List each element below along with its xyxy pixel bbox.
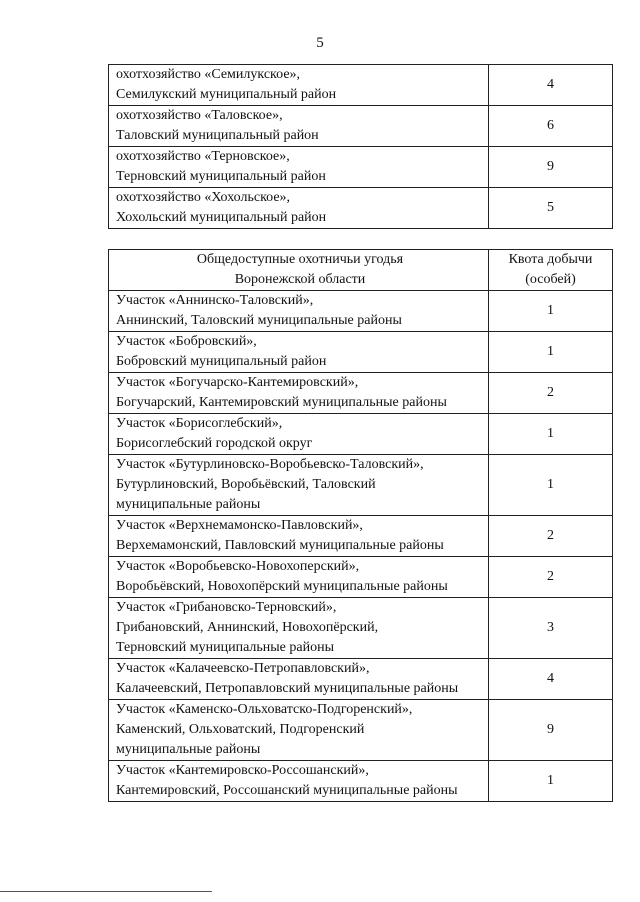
area-name-line: муниципальные районы	[116, 742, 261, 757]
area-name-line: Бутурлиновский, Воробьёвский, Таловский	[116, 477, 376, 492]
area-name-cell	[109, 761, 489, 802]
area-name-line: Участок «Воробьевско-Новохоперский»,	[116, 559, 360, 574]
area-name-cell	[109, 106, 489, 147]
area-name-line: Таловский муниципальный район	[116, 128, 319, 143]
quota-cell: 4	[489, 65, 613, 106]
area-name-line: Воробьёвский, Новохопёрский муниципальные районы	[116, 579, 448, 594]
header-line: (особей)	[525, 272, 576, 287]
area-name-cell	[109, 188, 489, 229]
table-row	[109, 65, 613, 106]
area-name-line: Участок «Кантемировско-Россошанский»,	[116, 763, 369, 778]
area-name-line: охотхозяйство «Таловское»,	[116, 108, 283, 123]
area-name-line: Верхемамонский, Павловский муниципальные районы	[116, 538, 444, 553]
area-name-line: Участок «Борисоглебский»,	[116, 416, 283, 431]
area-name-line: Участок «Верхнемамонско-Павловский»,	[116, 518, 363, 533]
area-name-line: Семилукский муниципальный район	[116, 87, 337, 102]
table-row	[109, 598, 613, 659]
area-name-line: Аннинский, Таловский муниципальные районы	[116, 313, 402, 328]
area-name-line: охотхозяйство «Хохольское»,	[116, 190, 291, 205]
area-name-line: Терновский муниципальный район	[116, 169, 326, 184]
header-line: Общедоступные охотничьи угодья	[196, 252, 404, 267]
table-row	[109, 147, 613, 188]
area-name-line: Борисоглебский городской округ	[116, 436, 313, 451]
area-name-cell	[109, 147, 489, 188]
page-number: 5	[316, 35, 324, 51]
area-name-line: Грибановский, Аннинский, Новохопёрский,	[116, 620, 379, 635]
quota-cell: 1	[489, 414, 613, 455]
quota-cell: 9	[489, 147, 613, 188]
area-name-cell	[109, 291, 489, 332]
area-name-line: Хохольский муниципальный район	[116, 210, 327, 225]
area-name-cell	[109, 598, 489, 659]
area-name-cell	[109, 65, 489, 106]
area-name-cell	[109, 455, 489, 516]
area-name-line: Каменский, Ольховатский, Подгоренский	[116, 722, 365, 737]
area-name-cell	[109, 373, 489, 414]
quota-cell: 1	[489, 332, 613, 373]
header-line: Квота добычи	[508, 252, 593, 267]
area-name-line: охотхозяйство «Терновское»,	[116, 149, 290, 164]
table-row	[109, 332, 613, 373]
quota-cell: 1	[489, 761, 613, 802]
header-quota	[489, 250, 613, 291]
area-name-line: Участок «Бутурлиновско-Воробьевско-Таловский»,	[116, 457, 424, 472]
quota-cell: 2	[489, 516, 613, 557]
area-name-cell	[109, 700, 489, 761]
table-row	[109, 455, 613, 516]
quota-cell: 6	[489, 106, 613, 147]
table-row	[109, 761, 613, 802]
table-row	[109, 557, 613, 598]
area-name-line: Участок «Аннинско-Таловский»,	[116, 293, 314, 308]
area-name-line: муниципальные районы	[116, 497, 261, 512]
header-line: Воронежской области	[234, 272, 366, 287]
quota-cell: 2	[489, 557, 613, 598]
area-name-line: Участок «Грибановско-Терновский»,	[116, 600, 337, 615]
area-name-line: Кантемировский, Россошанский муниципальные районы	[116, 783, 458, 798]
table-row	[109, 106, 613, 147]
area-name-line: Калачеевский, Петропавловский муниципальные районы	[116, 681, 459, 696]
quota-cell: 4	[489, 659, 613, 700]
quota-cell: 1	[489, 291, 613, 332]
quota-cell: 5	[489, 188, 613, 229]
footer-rule	[0, 891, 212, 892]
table-row	[109, 188, 613, 229]
quota-cell: 1	[489, 455, 613, 516]
table-row	[109, 516, 613, 557]
area-name-line: охотхозяйство «Семилукское»,	[116, 67, 301, 82]
area-name-cell	[109, 516, 489, 557]
table-row	[109, 659, 613, 700]
quota-cell: 2	[489, 373, 613, 414]
area-name-line: Бобровский муниципальный район	[116, 354, 327, 369]
table-row	[109, 414, 613, 455]
header-hunting-grounds	[109, 250, 489, 291]
area-name-line: Участок «Бобровский»,	[116, 334, 257, 349]
table-row	[109, 700, 613, 761]
area-name-cell	[109, 332, 489, 373]
table-row	[109, 291, 613, 332]
public-hunting-grounds-quota-table	[108, 249, 613, 802]
table-header-row	[109, 250, 613, 291]
area-name-line: Участок «Каменско-Ольховатско-Подгоренский»,	[116, 702, 413, 717]
quota-cell: 9	[489, 700, 613, 761]
area-name-cell	[109, 414, 489, 455]
hunting-farms-quota-table	[108, 64, 613, 229]
table-row	[109, 373, 613, 414]
area-name-line: Участок «Богучарско-Кантемировский»,	[116, 375, 359, 390]
quota-cell: 3	[489, 598, 613, 659]
area-name-cell	[109, 659, 489, 700]
area-name-cell	[109, 557, 489, 598]
area-name-line: Терновский муниципальные районы	[116, 640, 334, 655]
area-name-line: Богучарский, Кантемировский муниципальные районы	[116, 395, 447, 410]
area-name-line: Участок «Калачеевско-Петропавловский»,	[116, 661, 370, 676]
